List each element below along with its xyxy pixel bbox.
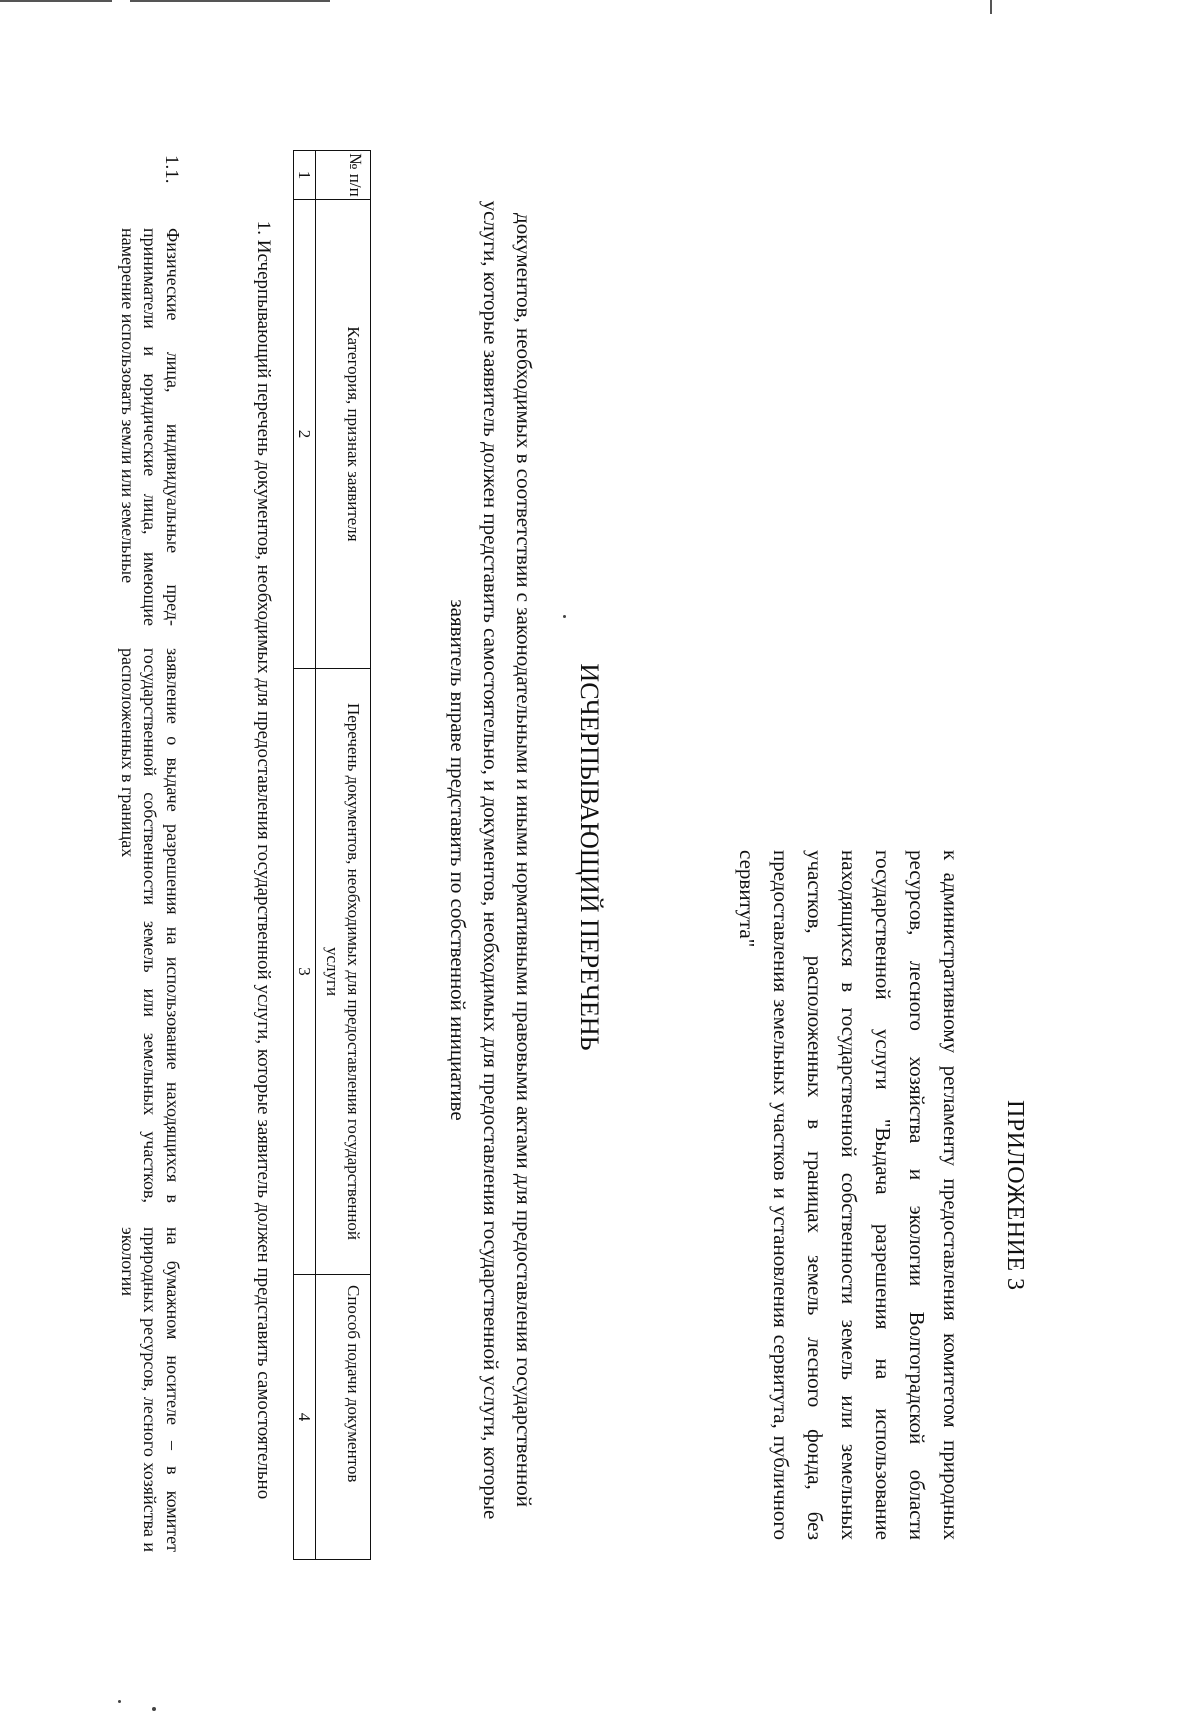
row-documents: заявление о выдаче разрешения на использование находящихся в государственной собственности земель или земельных участков, расположенных в границах — [118, 648, 183, 1203]
header-documents: Перечень документов, необходимых для предоставления государственной услуги — [316, 669, 371, 1275]
header-number: № п/п — [316, 151, 371, 200]
documents-table — [293, 150, 371, 1560]
header-category: Категория, признак заявителя — [316, 200, 371, 669]
document-title: ИСЧЕРПЫВАЮЩИЙ ПЕРЕЧЕНЬ — [575, 663, 604, 1051]
column-number: 4 — [294, 1275, 316, 1560]
row-number: 1.1. — [161, 155, 182, 184]
appendix-regulation-text: к административному регламенту предоставления комитетом природных ресурсов, лесного хозяйства и экологии Волгоградской области государственной услуги "Выдача разрешения на использование находящихся в государственной собственности земель или земельных участков, расположенных в границах земель лесного фонда, без предоставления земельных участков и установления сервитута, публичного сервитута" — [735, 850, 963, 1540]
column-number-row — [294, 151, 316, 1560]
section-heading: 1. Исчерпывающий перечень документов, необходимых для предоставления государственной услуги, которые заявитель должен представить самостоятельно — [253, 220, 274, 1500]
appendix-title: ПРИЛОЖЕНИЕ 3 — [1002, 1100, 1028, 1291]
row-category: Физические лица, индивидуальные пред-приниматели и юридические лица, имеющие намерение использовать земли или земельные — [118, 228, 183, 626]
column-number: 2 — [294, 200, 316, 669]
row-submission-method: на бумажном носителе – в комитет природных ресурсов, лесного хозяйства и экологии — [118, 1227, 183, 1552]
header-method: Способ подачи документов — [316, 1275, 371, 1560]
column-number: 1 — [294, 151, 316, 200]
document-description: документов, необходимых в соответствии с законодательными и иными нормативными правовыми актами для предоставления государственной услуги, которые заявитель должен представить самостоятельно, и документов, необходимых для предоставления государственной услуги, которые заявитель вправе представить по собственной инициативе — [446, 200, 536, 1520]
column-number: 3 — [294, 669, 316, 1275]
table-header-row — [316, 151, 371, 1560]
